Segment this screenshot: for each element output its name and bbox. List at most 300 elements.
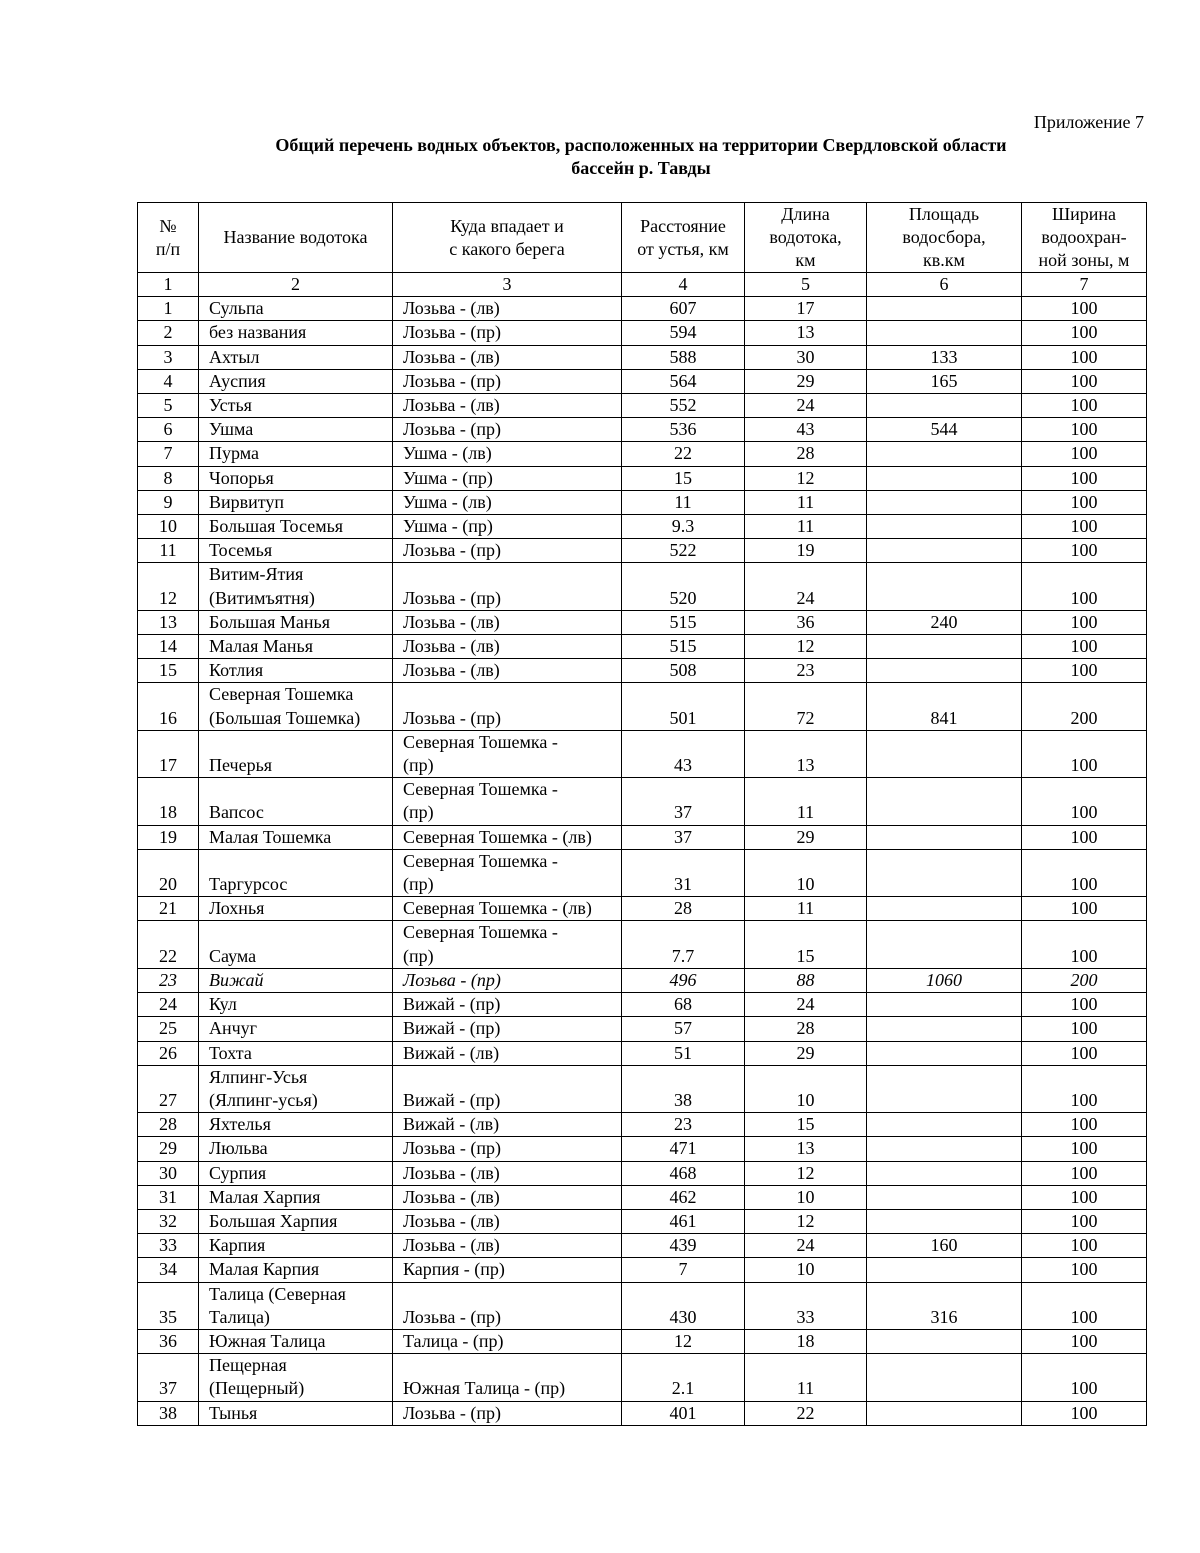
watercourse-length: 13 (745, 1137, 867, 1161)
mouth-and-bank-line: Лозьва - (лв) (403, 636, 500, 657)
document-title (137, 134, 1145, 180)
watercourse-name-line: Ауспия (209, 370, 266, 391)
watercourse-length: 10 (745, 849, 867, 896)
watercourse-name-line: Малая Манья (209, 636, 314, 657)
mouth-and-bank (393, 993, 622, 1017)
distance-from-mouth: 552 (622, 394, 745, 418)
watercourse-name-line: Витим-Ятия (209, 564, 304, 585)
watercourse-name-line: Тохта (209, 1042, 252, 1063)
row-number: 3 (138, 345, 199, 369)
mouth-and-bank (393, 1354, 622, 1401)
watercourse-length: 10 (745, 1065, 867, 1112)
mouth-and-bank-line: Вижай - (пр) (403, 994, 501, 1015)
watercourse-name (199, 1282, 393, 1329)
table-row (138, 297, 1147, 321)
mouth-and-bank-line: Ушма - (лв) (403, 491, 492, 512)
table-row (138, 1401, 1147, 1425)
mouth-and-bank (393, 418, 622, 442)
catchment-area (867, 515, 1022, 539)
catchment-area (867, 1209, 1022, 1233)
mouth-and-bank-line: Ушма - (пр) (403, 516, 493, 537)
col-header-length-line: водотока, (769, 227, 842, 247)
row-number: 15 (138, 659, 199, 683)
watercourse-name-line: Малая Тошемка (209, 826, 332, 847)
watercourse-name-line: Вижай (209, 969, 264, 990)
watercourse-name (199, 993, 393, 1017)
watercourse-length: 11 (745, 1354, 867, 1401)
table-row (138, 921, 1147, 968)
col-header-name-line: Название водотока (223, 227, 368, 247)
mouth-and-bank (393, 897, 622, 921)
watercourse-name (199, 1329, 393, 1353)
distance-from-mouth: 11 (622, 490, 745, 514)
watercourse-name-line: Кул (209, 994, 237, 1015)
watercourse-name (199, 369, 393, 393)
watercourse-length: 11 (745, 490, 867, 514)
watercourse-name (199, 297, 393, 321)
catchment-area (867, 730, 1022, 777)
catchment-area: 160 (867, 1234, 1022, 1258)
watercourse-length: 72 (745, 683, 867, 730)
watercourse-name-line: Устья (209, 395, 252, 416)
row-number: 31 (138, 1185, 199, 1209)
protection-zone-width: 100 (1022, 1185, 1147, 1209)
row-number: 10 (138, 515, 199, 539)
watercourse-length: 28 (745, 1017, 867, 1041)
col-header-number-line: № (159, 215, 177, 236)
mouth-and-bank (393, 490, 622, 514)
table-row (138, 1161, 1147, 1185)
row-number: 13 (138, 610, 199, 634)
mouth-and-bank-line: Лозьва - (пр) (403, 370, 501, 391)
protection-zone-width: 200 (1022, 683, 1147, 730)
table-row (138, 993, 1147, 1017)
column-number: 1 (138, 273, 199, 297)
watercourse-name-line: Анчуг (209, 1018, 258, 1039)
col-header-width-line: ной зоны, м (1038, 250, 1130, 270)
table-row (138, 1209, 1147, 1233)
watercourse-length: 29 (745, 825, 867, 849)
row-number: 9 (138, 490, 199, 514)
distance-from-mouth: 22 (622, 442, 745, 466)
catchment-area (867, 659, 1022, 683)
watercourse-name (199, 635, 393, 659)
table-row (138, 442, 1147, 466)
catchment-area (867, 1041, 1022, 1065)
catchment-area: 133 (867, 345, 1022, 369)
watercourse-length: 11 (745, 515, 867, 539)
table-row (138, 1258, 1147, 1282)
protection-zone-width: 100 (1022, 515, 1147, 539)
catchment-area (867, 1017, 1022, 1041)
watercourse-name (199, 394, 393, 418)
mouth-and-bank-line: Вижай - (лв) (403, 1114, 500, 1135)
protection-zone-width: 200 (1022, 968, 1147, 992)
table-row (138, 849, 1147, 896)
protection-zone-width: 100 (1022, 297, 1147, 321)
distance-from-mouth: 588 (622, 345, 745, 369)
catchment-area (867, 563, 1022, 610)
watercourse-name-line: Карпия (209, 1235, 266, 1256)
column-number: 3 (393, 273, 622, 297)
catchment-area (867, 442, 1022, 466)
protection-zone-width: 100 (1022, 1401, 1147, 1425)
table-body (138, 273, 1147, 1426)
distance-from-mouth: 607 (622, 297, 745, 321)
watercourse-name (199, 466, 393, 490)
watercourse-name (199, 849, 393, 896)
watercourse-name-line: Яхтелья (209, 1114, 271, 1135)
row-number: 30 (138, 1161, 199, 1185)
col-header-area (867, 203, 1022, 273)
catchment-area (867, 539, 1022, 563)
catchment-area (867, 1185, 1022, 1209)
table-row (138, 539, 1147, 563)
protection-zone-width: 100 (1022, 1282, 1147, 1329)
watercourse-length: 11 (745, 778, 867, 825)
protection-zone-width: 100 (1022, 1258, 1147, 1282)
mouth-and-bank-line: Ушма - (лв) (403, 443, 492, 464)
watercourse-length: 24 (745, 563, 867, 610)
col-header-length-line: Длина (781, 204, 830, 224)
table-row (138, 683, 1147, 730)
catchment-area: 1060 (867, 968, 1022, 992)
mouth-and-bank-line: Северная Тошемка - (лв) (403, 826, 592, 847)
mouth-and-bank-line: Северная Тошемка - (403, 779, 558, 800)
table-row (138, 1185, 1147, 1209)
distance-from-mouth: 2.1 (622, 1354, 745, 1401)
row-number: 26 (138, 1041, 199, 1065)
column-number-row (138, 273, 1147, 297)
watercourse-name (199, 1161, 393, 1185)
row-number: 14 (138, 635, 199, 659)
mouth-and-bank-line: Лозьва - (лв) (403, 1186, 500, 1207)
watercourse-name (199, 345, 393, 369)
mouth-and-bank-line: Талица - (пр) (403, 1330, 504, 1351)
mouth-and-bank (393, 515, 622, 539)
watercourse-name-line: Ялпинг-Усья (209, 1066, 308, 1087)
row-number: 2 (138, 321, 199, 345)
col-header-area-line: Площадь (908, 204, 980, 224)
row-number: 20 (138, 849, 199, 896)
watercourse-length: 24 (745, 394, 867, 418)
watercourse-name-line: (Пещерный) (209, 1378, 305, 1399)
watercourse-name-line: Лохнья (209, 898, 265, 919)
mouth-and-bank-line: Лозьва - (пр) (403, 540, 501, 561)
protection-zone-width: 100 (1022, 1209, 1147, 1233)
mouth-and-bank-line: Лозьва - (лв) (403, 298, 500, 319)
distance-from-mouth: 12 (622, 1329, 745, 1353)
distance-from-mouth: 522 (622, 539, 745, 563)
catchment-area: 544 (867, 418, 1022, 442)
watercourse-name-line: (Витимъятня) (209, 587, 315, 608)
watercourse-name (199, 1185, 393, 1209)
watercourse-name-line: Сурпия (209, 1162, 267, 1183)
table-row (138, 1065, 1147, 1112)
watercourse-length: 11 (745, 897, 867, 921)
catchment-area: 316 (867, 1282, 1022, 1329)
mouth-and-bank (393, 1209, 622, 1233)
protection-zone-width: 100 (1022, 442, 1147, 466)
catchment-area (867, 466, 1022, 490)
distance-from-mouth: 51 (622, 1041, 745, 1065)
mouth-and-bank-line: Вижай - (пр) (403, 1018, 501, 1039)
watercourse-name (199, 490, 393, 514)
row-number: 22 (138, 921, 199, 968)
watercourse-length: 28 (745, 442, 867, 466)
distance-from-mouth: 31 (622, 849, 745, 896)
distance-from-mouth: 9.3 (622, 515, 745, 539)
mouth-and-bank (393, 921, 622, 968)
row-number: 37 (138, 1354, 199, 1401)
protection-zone-width: 100 (1022, 394, 1147, 418)
watercourse-name (199, 1017, 393, 1041)
catchment-area (867, 897, 1022, 921)
water-bodies-table (137, 202, 1147, 1426)
watercourse-name-line: (Ялпинг-усья) (209, 1089, 318, 1110)
row-number: 29 (138, 1137, 199, 1161)
protection-zone-width: 100 (1022, 1329, 1147, 1353)
protection-zone-width: 100 (1022, 849, 1147, 896)
table-row (138, 1137, 1147, 1161)
distance-from-mouth: 7 (622, 1258, 745, 1282)
catchment-area (867, 825, 1022, 849)
row-number: 32 (138, 1209, 199, 1233)
protection-zone-width: 100 (1022, 1113, 1147, 1137)
mouth-and-bank (393, 778, 622, 825)
distance-from-mouth: 564 (622, 369, 745, 393)
col-header-mouth (393, 203, 622, 273)
row-number: 17 (138, 730, 199, 777)
watercourse-name-line: Малая Карпия (209, 1259, 320, 1280)
catchment-area (867, 993, 1022, 1017)
mouth-and-bank-line: Лозьва - (лв) (403, 611, 500, 632)
protection-zone-width: 100 (1022, 1161, 1147, 1185)
row-number: 16 (138, 683, 199, 730)
mouth-and-bank (393, 1137, 622, 1161)
column-number: 2 (199, 273, 393, 297)
catchment-area (867, 1329, 1022, 1353)
mouth-and-bank (393, 345, 622, 369)
mouth-and-bank-line: Вижай - (лв) (403, 1042, 500, 1063)
mouth-and-bank-line: Ушма - (пр) (403, 467, 493, 488)
catchment-area (867, 635, 1022, 659)
watercourse-name-line: Ахтыл (209, 346, 260, 367)
table-row (138, 466, 1147, 490)
watercourse-name (199, 897, 393, 921)
watercourse-length: 30 (745, 345, 867, 369)
watercourse-name-line: Пурма (209, 443, 259, 464)
row-number: 12 (138, 563, 199, 610)
col-header-distance (622, 203, 745, 273)
column-number: 6 (867, 273, 1022, 297)
watercourse-name (199, 730, 393, 777)
distance-from-mouth: 401 (622, 1401, 745, 1425)
row-number: 24 (138, 993, 199, 1017)
watercourse-name (199, 321, 393, 345)
watercourse-length: 24 (745, 1234, 867, 1258)
watercourse-name-line: Сульпа (209, 298, 264, 319)
watercourse-length: 18 (745, 1329, 867, 1353)
table-row (138, 369, 1147, 393)
table-row (138, 778, 1147, 825)
mouth-and-bank-line: (пр) (403, 802, 434, 823)
mouth-and-bank-line: Лозьва - (лв) (403, 1162, 500, 1183)
watercourse-length: 33 (745, 1282, 867, 1329)
watercourse-name-line: Большая Тосемья (209, 516, 344, 537)
watercourse-name (199, 442, 393, 466)
mouth-and-bank-line: Лозьва - (пр) (403, 969, 501, 990)
protection-zone-width: 100 (1022, 1017, 1147, 1041)
title-line-2: бассейн р. Тавды (571, 158, 711, 178)
catchment-area (867, 1137, 1022, 1161)
watercourse-length: 15 (745, 1113, 867, 1137)
watercourse-name (199, 418, 393, 442)
watercourse-name (199, 1354, 393, 1401)
col-header-number (138, 203, 199, 273)
catchment-area (867, 1401, 1022, 1425)
table-row (138, 610, 1147, 634)
distance-from-mouth: 7.7 (622, 921, 745, 968)
watercourse-length: 43 (745, 418, 867, 442)
distance-from-mouth: 520 (622, 563, 745, 610)
col-header-length-line: км (795, 250, 816, 270)
watercourse-name-line: Котлия (209, 660, 264, 681)
column-number: 5 (745, 273, 867, 297)
col-header-width (1022, 203, 1147, 273)
watercourse-name (199, 610, 393, 634)
row-number: 25 (138, 1017, 199, 1041)
mouth-and-bank-line: Северная Тошемка - (403, 731, 558, 752)
catchment-area: 165 (867, 369, 1022, 393)
watercourse-length: 10 (745, 1185, 867, 1209)
mouth-and-bank (393, 1065, 622, 1112)
watercourse-name (199, 825, 393, 849)
watercourse-name-line: Пещерная (209, 1355, 287, 1376)
watercourse-name-line: Люльва (209, 1138, 268, 1159)
distance-from-mouth: 430 (622, 1282, 745, 1329)
watercourse-name (199, 1113, 393, 1137)
table-row (138, 1354, 1147, 1401)
protection-zone-width: 100 (1022, 418, 1147, 442)
mouth-and-bank-line: Лозьва - (пр) (403, 587, 501, 608)
distance-from-mouth: 37 (622, 778, 745, 825)
mouth-and-bank (393, 321, 622, 345)
row-number: 4 (138, 369, 199, 393)
protection-zone-width: 100 (1022, 563, 1147, 610)
table-row (138, 730, 1147, 777)
mouth-and-bank-line: Лозьва - (лв) (403, 1235, 500, 1256)
mouth-and-bank-line: Лозьва - (лв) (403, 346, 500, 367)
watercourse-name (199, 1401, 393, 1425)
mouth-and-bank (393, 659, 622, 683)
mouth-and-bank (393, 394, 622, 418)
mouth-and-bank (393, 297, 622, 321)
catchment-area (867, 1161, 1022, 1185)
mouth-and-bank-line: Лозьва - (пр) (403, 1402, 501, 1423)
mouth-and-bank-line: Южная Талица - (пр) (403, 1378, 566, 1399)
watercourse-name-line: Саума (209, 945, 257, 966)
row-number: 35 (138, 1282, 199, 1329)
watercourse-length: 12 (745, 1161, 867, 1185)
protection-zone-width: 100 (1022, 1354, 1147, 1401)
watercourse-name (199, 539, 393, 563)
watercourse-name-line: Южная Талица (209, 1330, 326, 1351)
watercourse-length: 29 (745, 1041, 867, 1065)
table-row (138, 490, 1147, 514)
watercourse-name (199, 683, 393, 730)
table-row (138, 563, 1147, 610)
watercourse-name-line: Вирвитуп (209, 491, 285, 512)
mouth-and-bank (393, 1017, 622, 1041)
mouth-and-bank (393, 1401, 622, 1425)
table-row (138, 515, 1147, 539)
table-row (138, 1234, 1147, 1258)
watercourse-length: 13 (745, 321, 867, 345)
distance-from-mouth: 68 (622, 993, 745, 1017)
protection-zone-width: 100 (1022, 321, 1147, 345)
table-header-row (138, 203, 1147, 273)
distance-from-mouth: 594 (622, 321, 745, 345)
catchment-area (867, 849, 1022, 896)
mouth-and-bank (393, 466, 622, 490)
protection-zone-width: 100 (1022, 1041, 1147, 1065)
catchment-area (867, 490, 1022, 514)
mouth-and-bank-line: Лозьва - (пр) (403, 1138, 501, 1159)
mouth-and-bank-line: Северная Тошемка - (403, 922, 558, 943)
watercourse-length: 29 (745, 369, 867, 393)
distance-from-mouth: 461 (622, 1209, 745, 1233)
distance-from-mouth: 43 (622, 730, 745, 777)
protection-zone-width: 100 (1022, 825, 1147, 849)
protection-zone-width: 100 (1022, 730, 1147, 777)
watercourse-name-line: Вапсос (209, 802, 264, 823)
mouth-and-bank (393, 825, 622, 849)
watercourse-name (199, 1041, 393, 1065)
protection-zone-width: 100 (1022, 1137, 1147, 1161)
protection-zone-width: 100 (1022, 369, 1147, 393)
mouth-and-bank-line: Лозьва - (лв) (403, 395, 500, 416)
mouth-and-bank-line: Лозьва - (лв) (403, 1210, 500, 1231)
watercourse-name (199, 1137, 393, 1161)
table-row (138, 394, 1147, 418)
protection-zone-width: 100 (1022, 993, 1147, 1017)
mouth-and-bank (393, 1234, 622, 1258)
protection-zone-width: 100 (1022, 539, 1147, 563)
col-header-width-line: Ширина (1051, 204, 1117, 224)
col-header-width-line: водоохран- (1041, 227, 1127, 247)
mouth-and-bank (393, 730, 622, 777)
col-header-distance-line: от устья, км (637, 238, 729, 259)
watercourse-name-line: Тосемья (209, 540, 273, 561)
mouth-and-bank-line: (пр) (403, 945, 434, 966)
watercourse-name-line: Чопорья (209, 467, 274, 488)
distance-from-mouth: 508 (622, 659, 745, 683)
mouth-and-bank-line: (пр) (403, 755, 434, 776)
watercourse-length: 12 (745, 466, 867, 490)
col-header-mouth-line: с какого берега (449, 238, 565, 259)
row-number: 21 (138, 897, 199, 921)
row-number: 7 (138, 442, 199, 466)
watercourse-length: 36 (745, 610, 867, 634)
appendix-label: Приложение 7 (1033, 112, 1144, 132)
distance-from-mouth: 439 (622, 1234, 745, 1258)
watercourse-length: 15 (745, 921, 867, 968)
row-number: 6 (138, 418, 199, 442)
watercourse-length: 23 (745, 659, 867, 683)
mouth-and-bank-line: Северная Тошемка - (лв) (403, 898, 592, 919)
mouth-and-bank (393, 635, 622, 659)
